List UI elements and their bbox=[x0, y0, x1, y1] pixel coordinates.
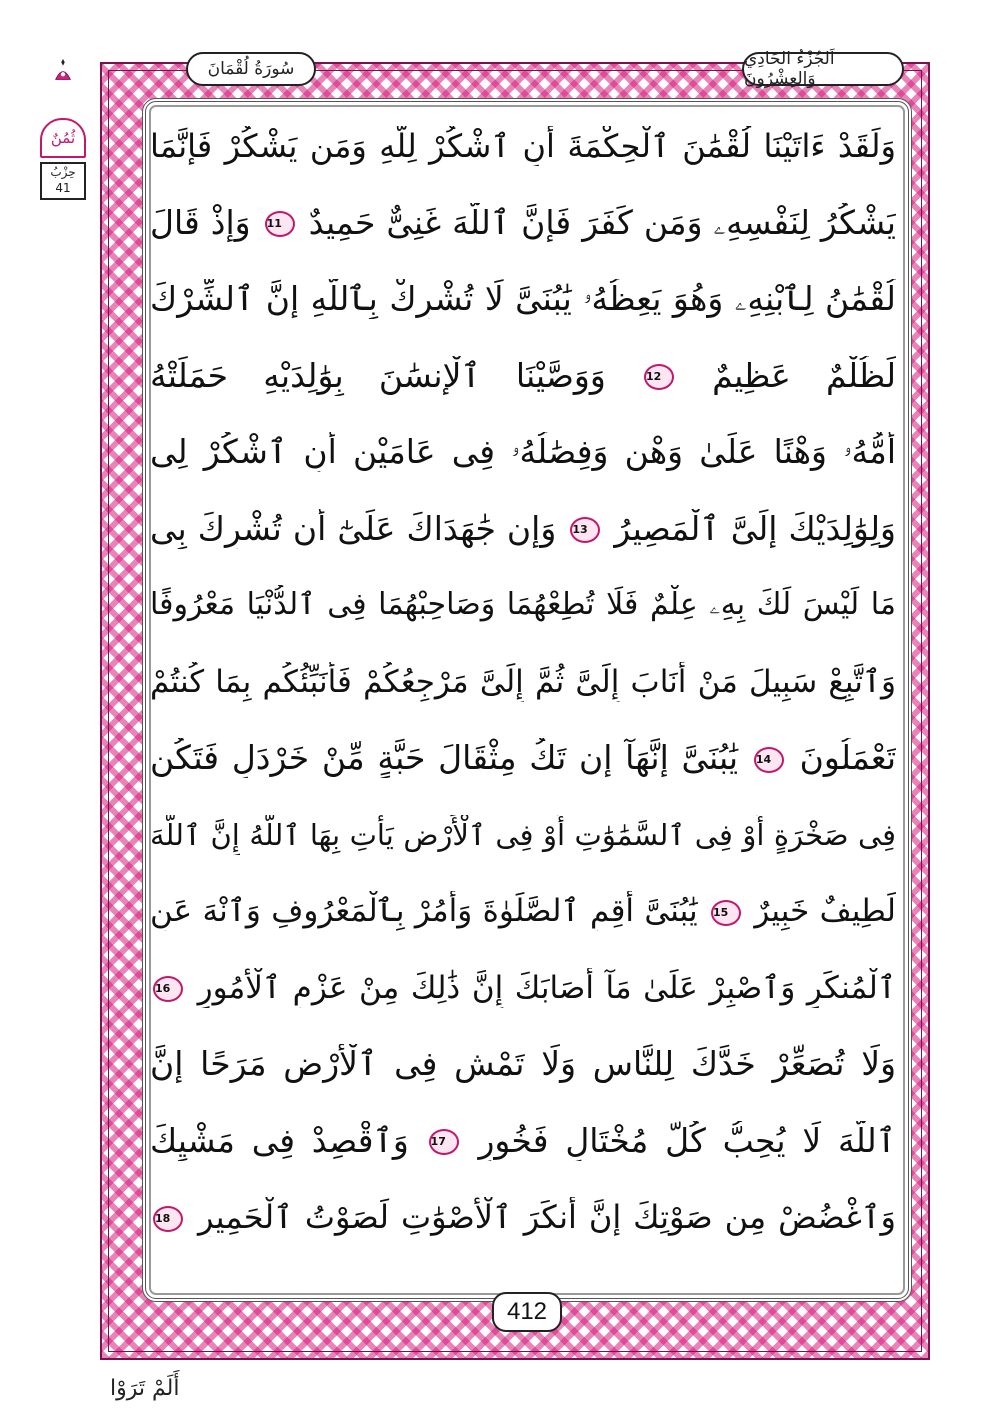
verse-line bbox=[150, 126, 896, 166]
hizb-number: 41 bbox=[55, 181, 71, 195]
verse-text: وَٱغْضُضْ مِن صَوْتِكَ إِنَّ أَنكَرَ ٱلْأَصْوَٰتِ لَصَوْتُ ٱلْحَمِيرِ bbox=[197, 1198, 896, 1236]
ayah-number-marker: 16 bbox=[153, 976, 183, 1002]
verse-text-continued: وَإِذْ قَالَ bbox=[150, 202, 251, 242]
verse-line bbox=[150, 1197, 896, 1237]
verse-line bbox=[150, 662, 896, 702]
hizb-label: حِزْبُ bbox=[50, 165, 76, 179]
quarter-marker: ثُمُنٌ bbox=[40, 118, 86, 158]
verse-line bbox=[150, 1044, 896, 1084]
verse-text: لُقْمَٰنُ لِٱبْنِهِۦ وَهُوَ يَعِظُهُۥ يَٰبُنَىَّ لَا تُشْرِكْ بِٱللَّهِ إِنَّ ٱلشِّرْكَ bbox=[150, 279, 896, 318]
ayah-number-marker: 14 bbox=[754, 747, 784, 773]
verse-text: وَلِوَٰلِدَيْكَ إِلَىَّ ٱلْمَصِيرُ bbox=[614, 508, 896, 548]
ayah-number-marker: 17 bbox=[429, 1129, 459, 1155]
verse-line bbox=[150, 815, 896, 855]
verse-text: وَٱتَّبِعْ سَبِيلَ مَنْ أَنَابَ إِلَىَّ ثُمَّ إِلَىَّ مَرْجِعُكُمْ فَأُنَبِّئُكُم بِمَا كُنتُمْ bbox=[150, 663, 896, 700]
verse-text: لَطِيفٌ خَبِيرٌ bbox=[754, 893, 896, 929]
page-number: 412 bbox=[492, 1292, 562, 1332]
hizb-marker bbox=[40, 162, 86, 200]
ayah-number-marker: 18 bbox=[153, 1206, 183, 1232]
verse-text: وَلَا تُصَعِّرْ خَدَّكَ لِلنَّاسِ وَلَا تَمْشِ فِى ٱلْأَرْضِ مَرَحًا إِنَّ bbox=[150, 1044, 896, 1083]
verse-text-continued: وَإِن جَٰهَدَاكَ عَلَىٰٓ أَن تُشْرِكَ بِى bbox=[150, 508, 557, 548]
verse-text: أُمُّهُۥ وَهْنًا عَلَىٰ وَهْنٍ وَفِصَٰلُهُۥ فِى عَامَيْنِ أَنِ ٱشْكُرْ لِى bbox=[150, 432, 896, 471]
surah-header: سُورَةُ لُقْمَانَ bbox=[186, 52, 316, 86]
ayah-number-marker: 13 bbox=[570, 517, 600, 543]
verse-text-continued: وَٱقْصِدْ فِى مَشْيِكَ bbox=[150, 1120, 409, 1160]
verse-line bbox=[150, 738, 896, 778]
verse-text: وَلَقَدْ ءَاتَيْنَا لُقْمَٰنَ ٱلْحِكْمَةَ أَنِ ٱشْكُرْ لِلَّهِ وَمَن يَشْكُرْ فَإِنَّمَا bbox=[150, 127, 896, 165]
verse-text: تَعْمَلُونَ bbox=[799, 738, 896, 777]
verse-text: لَظُلْمٌ عَظِيمٌ bbox=[712, 355, 896, 395]
verse-text: فِى صَخْرَةٍ أَوْ فِى ٱلسَّمَٰوَٰتِ أَوْ فِى ٱلْأَرْضِ يَأْتِ بِهَا ٱللَّهُ إِنَّ ٱللَّهَ bbox=[150, 817, 896, 852]
verse-line bbox=[150, 891, 896, 931]
verse-text-continued: يَٰبُنَىَّ أَقِمِ ٱلصَّلَوٰةَ وَأْمُرْ بِٱلْمَعْرُوفِ وَٱنْهَ عَنِ bbox=[150, 893, 698, 929]
verse-line bbox=[150, 203, 896, 243]
verse-text: يَشْكُرُ لِنَفْسِهِۦ وَمَن كَفَرَ فَإِنَّ ٱللَّهَ غَنِىٌّ حَمِيدٌ bbox=[308, 202, 896, 242]
margin-ornament-icon bbox=[36, 58, 90, 118]
verse-line bbox=[150, 1121, 896, 1161]
verse-line bbox=[150, 279, 896, 319]
verse-line bbox=[150, 968, 896, 1008]
verse-line bbox=[150, 432, 896, 472]
verse-line bbox=[150, 356, 896, 396]
ayah-number-marker: 15 bbox=[711, 900, 741, 926]
verse-line bbox=[150, 585, 896, 625]
verse-text: ٱلْمُنكَرِ وَٱصْبِرْ عَلَىٰ مَآ أَصَابَكَ إِنَّ ذَٰلِكَ مِنْ عَزْمِ ٱلْأُمُورِ bbox=[197, 969, 896, 1006]
verse-text: مَا لَيْسَ لَكَ بِهِۦ عِلْمٌ فَلَا تُطِعْهُمَا وَصَاحِبْهُمَا فِى ٱلدُّنْيَا مَعْرُوفًا bbox=[150, 587, 896, 622]
catchword: أَلَمْ تَرَوْا bbox=[110, 1376, 180, 1401]
verse-line bbox=[150, 509, 896, 549]
verse-text: ٱللَّهَ لَا يُحِبُّ كُلَّ مُخْتَالٍ فَخُورٍ bbox=[478, 1120, 896, 1160]
verse-text-continued: وَوَصَّيْنَا ٱلْإِنسَٰنَ بِوَٰلِدَيْهِ حَمَلَتْهُ bbox=[150, 355, 606, 395]
juz-header: اَلجُزْءُ الحَادِي وَالعِشْرُونَ bbox=[742, 52, 904, 86]
verse-text-continued: يَٰبُنَىَّ إِنَّهَآ إِن تَكُ مِثْقَالَ حَبَّةٍ مِّنْ خَرْدَلٍ فَتَكُن bbox=[150, 738, 739, 777]
ayah-number-marker: 12 bbox=[644, 364, 674, 390]
ayah-number-marker: 11 bbox=[265, 211, 295, 237]
